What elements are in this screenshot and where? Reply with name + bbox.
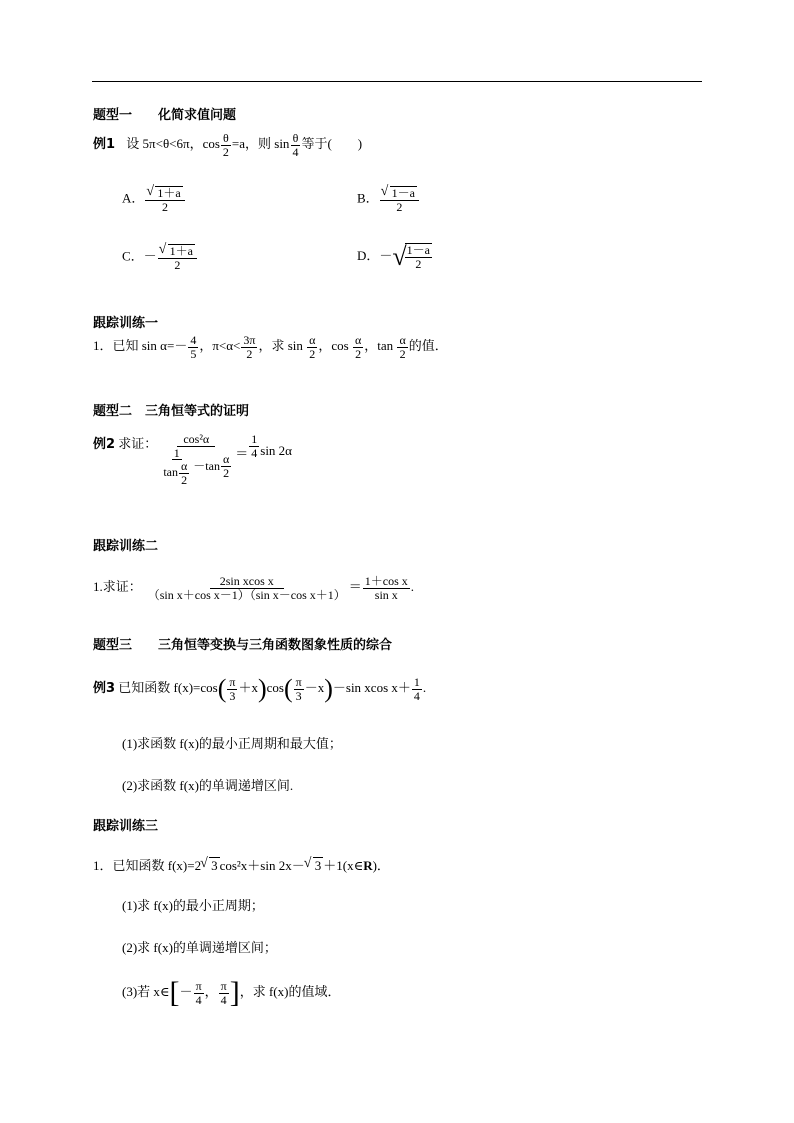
frac-num: 3π (243, 333, 256, 347)
frac-num: 1 (251, 432, 258, 446)
sqrt-radicand: 3 (314, 858, 322, 873)
example3-label: 例3 (93, 681, 116, 697)
example1-label: 例1 (93, 137, 116, 153)
frac-num (158, 244, 197, 259)
sqrt3-a (201, 857, 220, 874)
alpha-half-2 (221, 453, 231, 479)
frac-den (158, 447, 234, 487)
training3-q3 (122, 978, 340, 1008)
frac-num: α (222, 452, 230, 467)
frac-num: π (195, 978, 202, 993)
frac-num: 4 (190, 333, 197, 347)
training1-q1 (93, 334, 448, 360)
option-d-frac (405, 243, 432, 270)
example2-label: 例2 (93, 437, 116, 452)
inner-frac (161, 447, 192, 487)
example1-text-c: 等于( ) (301, 136, 363, 152)
pi-quarter-2 (219, 980, 229, 1006)
option-c-label: C．－ (122, 248, 157, 264)
cos-text: cos (266, 680, 284, 696)
t2-end: . (410, 579, 415, 595)
example2 (93, 433, 292, 486)
tan-text: tan (163, 465, 178, 480)
t2-rhs-frac (363, 575, 410, 601)
frac-den: 2 (399, 346, 406, 361)
alpha-half (179, 460, 189, 486)
t3-stmt-d: )． (372, 858, 390, 873)
t3-q3-b: ，求 f(x)的值域． (239, 983, 341, 999)
training2-q1 (93, 575, 414, 601)
frac-num: 1 (413, 675, 420, 689)
frac-num: π (220, 978, 227, 993)
example1 (93, 132, 362, 158)
frac-den: 2 (174, 257, 181, 272)
frac-den: sin x (374, 587, 398, 602)
frac-num: 2sin xcos x (210, 575, 284, 589)
t1-frac-a2-1 (307, 334, 317, 360)
option-b-frac (380, 186, 419, 213)
example3 (93, 676, 426, 702)
option-d-label: D．－ (357, 247, 393, 263)
frac-num: α (399, 333, 406, 347)
training3-stmt (93, 855, 390, 874)
equals: ＝ (235, 446, 249, 461)
t1-frac-45 (188, 334, 198, 360)
frac-den: 4 (292, 144, 299, 159)
example3-q1: (1)求函数 f(x)的最小正周期和最大值； (122, 736, 342, 751)
section3-title: 题型三 三角恒等变换与三角函数图象性质的综合 (93, 638, 393, 653)
real-set: R (363, 858, 373, 873)
option-a-label: A． (122, 190, 145, 206)
example2-rhs-frac (249, 433, 259, 459)
paren-right-2: ) (324, 674, 333, 704)
training3-q1: (1)求 f(x)的最小正周期； (122, 898, 264, 913)
pi-quarter-1 (194, 980, 204, 1006)
paren-left-2: ( (283, 674, 293, 704)
frac-den: 2 (162, 199, 169, 214)
paren-right: ) (257, 674, 267, 704)
frac-num: 1－a (406, 243, 430, 258)
example1-frac-theta4 (290, 132, 300, 158)
pi-third-1 (227, 676, 237, 702)
t1-frac-a2-3 (397, 334, 407, 360)
frac-den: 2 (181, 472, 188, 487)
sqrt-radicand: 1＋a (169, 244, 193, 258)
comma: ， (204, 983, 218, 999)
sqrt-symbol: √ (392, 242, 407, 271)
option-c (122, 244, 198, 271)
t2-lhs-frac (146, 575, 348, 601)
frac-den: 3 (295, 688, 302, 703)
option-c-frac (158, 244, 197, 271)
bracket-right: ] (229, 976, 240, 1009)
frac-den (161, 460, 192, 486)
frac-den: 2 (415, 257, 422, 271)
t2-equals: ＝ (348, 579, 362, 595)
frac-num: π (229, 675, 236, 689)
frac-den: 5 (190, 346, 197, 361)
t1-mid2: ，求 sin (258, 338, 303, 354)
frac-num: α (180, 459, 188, 474)
frac-num: θ (292, 131, 299, 145)
frac-den: 4 (413, 688, 420, 703)
frac-den: 2 (355, 346, 362, 361)
header-rule (92, 81, 702, 82)
training1-title: 跟踪训练一 (93, 316, 159, 331)
frac-den: 4 (220, 992, 227, 1007)
t1-end: 的值． (408, 338, 448, 354)
t1-prefix: 1．已知 sin α=－ (93, 338, 188, 354)
sqrt-symbol (382, 186, 417, 200)
frac-den: （sin x＋cos x－1）（sin x－cos x＋1） (147, 587, 346, 602)
option-d (357, 242, 433, 272)
frac-num: cos²α (177, 433, 215, 447)
t1-frac-3pi2 (241, 334, 257, 360)
frac-den: 2 (246, 346, 253, 361)
frac-num: π (295, 675, 302, 689)
frac-num (145, 186, 184, 201)
frac-den: 2 (222, 144, 229, 159)
frac-den: 2 (223, 465, 230, 480)
example2-rhs-tail: sin 2α (260, 443, 292, 458)
sqrt-symbol (160, 244, 195, 258)
sqrt-radicand: 1＋a (157, 186, 181, 200)
plus-x: ＋x (238, 680, 258, 696)
section1-title: 题型一 化简求值问题 (93, 108, 237, 123)
t1-cos: ，cos (318, 338, 349, 354)
frac-num: α (309, 333, 316, 347)
minus-x: －x (304, 680, 325, 696)
example2-lhs-frac (158, 433, 234, 486)
t3-stmt-a: 1．已知函数 f(x)=2 (93, 858, 202, 873)
neg-sign: － (179, 983, 193, 999)
t3-stmt-b: cos²x＋sin 2x－ (219, 858, 305, 873)
paren-left: ( (217, 674, 227, 704)
pi-third-2 (294, 676, 304, 702)
t1-tan: ，tan (364, 338, 394, 354)
training3-q2: (2)求 f(x)的单调递增区间； (122, 940, 277, 955)
bracket-left: [ (169, 976, 180, 1009)
frac-num (380, 186, 419, 201)
frac-den: 4 (195, 992, 202, 1007)
sqrt-radicand: 1－a (391, 186, 415, 200)
option-b-label: B． (357, 190, 379, 206)
frac-num: α (355, 333, 362, 347)
sqrt3-b (305, 857, 324, 874)
section2-title: 题型二 三角恒等式的证明 (93, 404, 250, 419)
option-a-frac (145, 186, 184, 213)
t2-prefix: 1.求证： (93, 579, 142, 595)
example1-text-b: =a，则 sin (231, 136, 290, 152)
example3-tail: －sin xcos x＋ (332, 680, 411, 696)
frac-den: 2 (396, 199, 403, 214)
example3-text-a: 已知函数 f(x)=cos (118, 680, 218, 696)
example3-q2: (2)求函数 f(x)的单调递增区间. (122, 778, 294, 793)
example1-frac-theta (221, 132, 231, 158)
frac-num: θ (223, 131, 229, 145)
t3-stmt-c: ＋1(x∈ (323, 858, 364, 873)
t1-mid: ，π<α< (199, 338, 241, 354)
frac-num: 1＋cos x (364, 574, 408, 588)
frac-num: 1 (173, 445, 180, 460)
minus-tan-text: －tan (193, 459, 220, 474)
frac-den: 2 (309, 346, 316, 361)
sqrt-symbol (147, 186, 182, 200)
frac-den: 3 (229, 688, 236, 703)
example3-end: . (422, 680, 427, 696)
training2-title: 跟踪训练二 (93, 539, 159, 554)
sqrt-radicand: 3 (211, 858, 218, 873)
quarter-frac (412, 676, 422, 702)
frac-den: 4 (251, 445, 258, 460)
t1-frac-a2-2 (353, 334, 363, 360)
option-b (357, 186, 420, 213)
t3-q3-a: (3)若 x∈ (122, 983, 170, 999)
option-a (122, 186, 186, 213)
example2-text: 求证： (118, 436, 158, 451)
training3-title: 跟踪训练三 (93, 819, 159, 834)
example1-text-a: 设 5π<θ<6π，cos (126, 136, 220, 152)
